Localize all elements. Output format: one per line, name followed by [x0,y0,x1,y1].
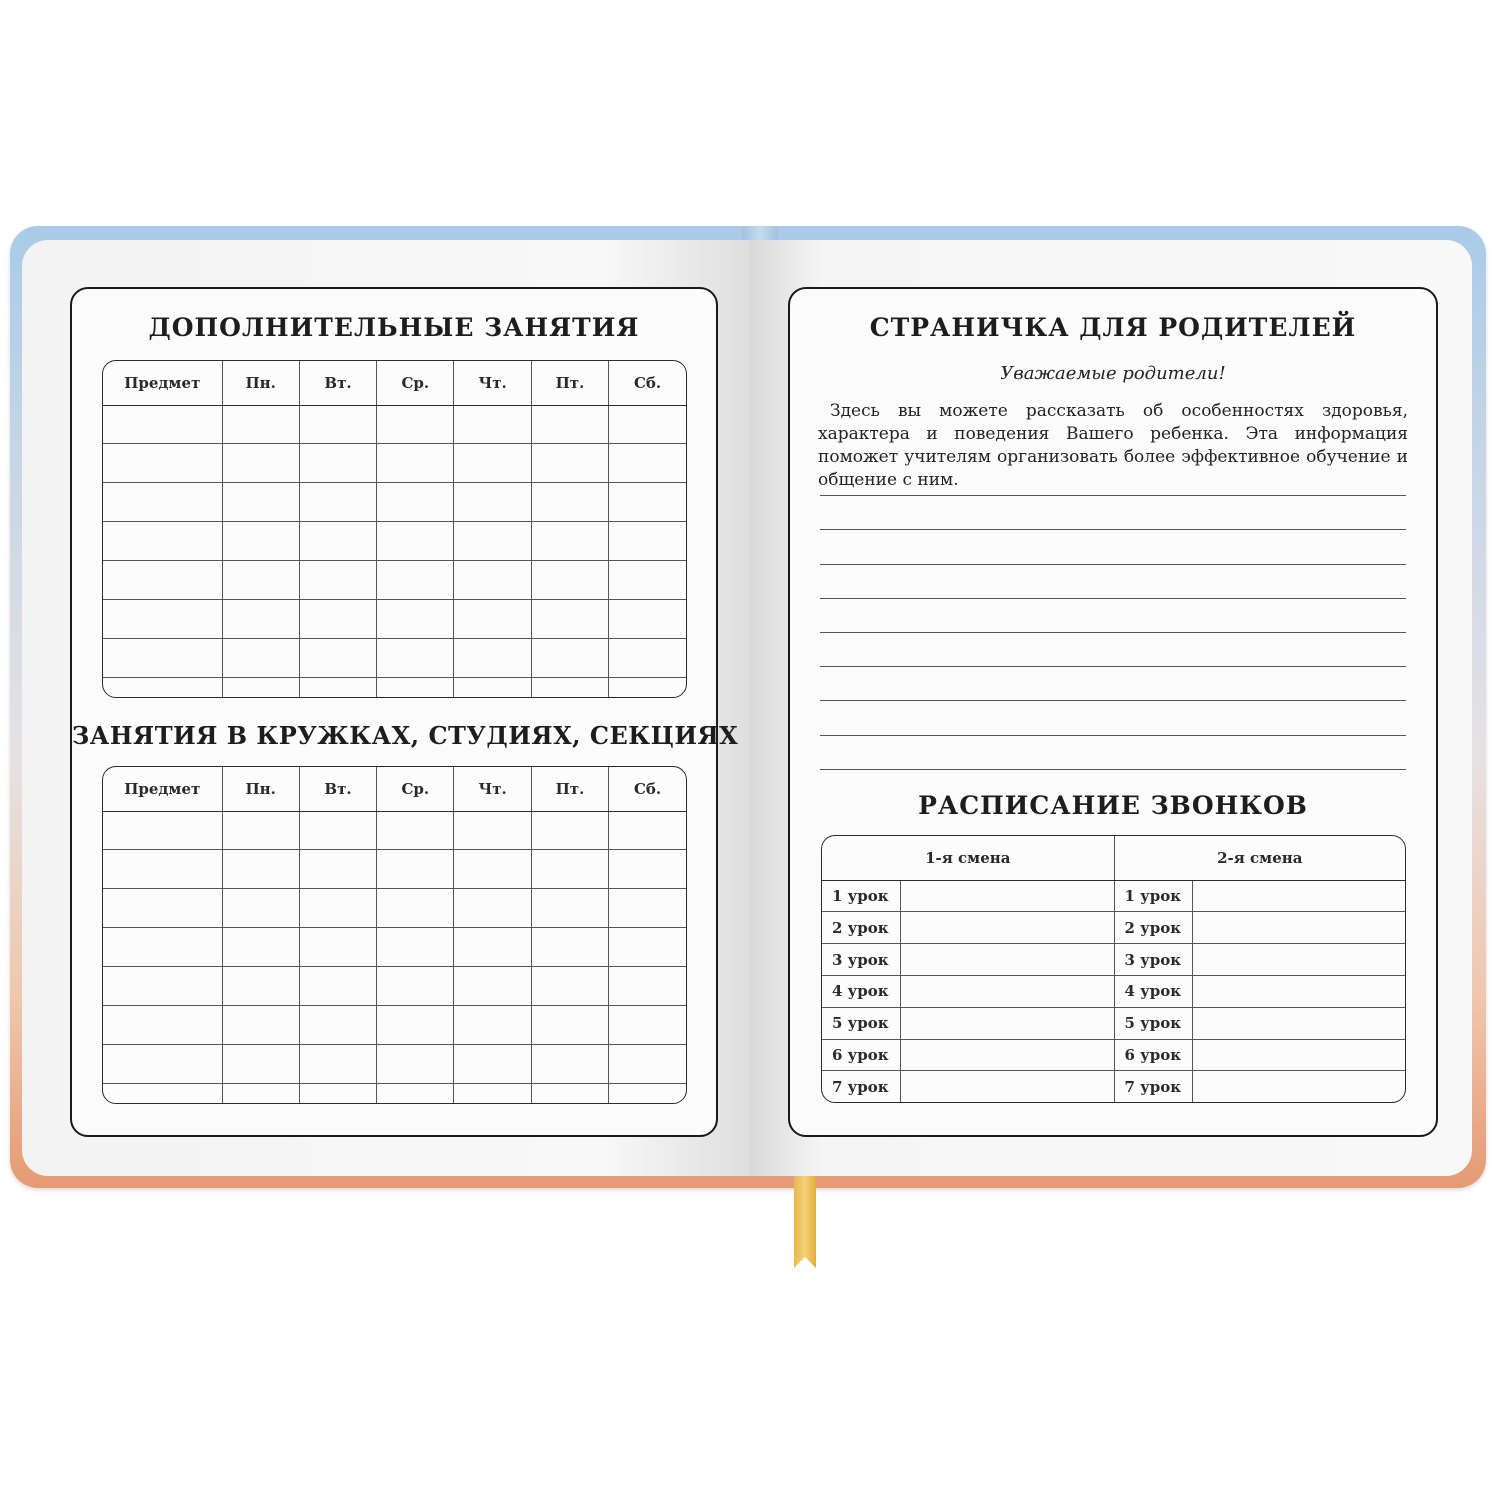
table-row [103,561,686,600]
schedule-cell[interactable] [103,522,222,561]
col-sat: Сб. [609,361,686,405]
col-fri: Пт. [531,361,608,405]
schedule-cell[interactable] [609,561,686,600]
writing-line[interactable] [820,666,1406,667]
table-row [822,1039,1405,1071]
col-subject: Предмет [103,767,222,811]
schedule-cell[interactable] [531,1045,608,1084]
lesson-time-shift-2[interactable] [1192,975,1405,1007]
lesson-label-shift-2: 6 урок [1114,1039,1192,1071]
schedule-cell[interactable] [609,1045,686,1084]
schedule-cell[interactable] [454,1006,531,1045]
schedule-cell[interactable] [454,483,531,522]
schedule-cell[interactable] [299,928,376,967]
lesson-time-shift-1[interactable] [900,912,1114,944]
schedule-cell[interactable] [103,928,222,967]
table-row [822,1007,1405,1039]
schedule-cell[interactable] [103,1006,222,1045]
schedule-cell[interactable] [299,850,376,889]
schedule-cell[interactable] [531,483,608,522]
schedule-cell[interactable] [609,483,686,522]
schedule-cell[interactable] [454,967,531,1006]
schedule-cell[interactable] [377,405,454,444]
schedule-cell[interactable] [454,1045,531,1084]
schedule-cell[interactable] [222,1006,299,1045]
schedule-cell[interactable] [531,850,608,889]
shift-1-header: 1-я смена [822,836,1114,880]
schedule-cell[interactable] [222,522,299,561]
schedule-cell[interactable] [222,1045,299,1084]
table-row [103,850,686,889]
schedule-cell[interactable] [377,561,454,600]
schedule-cell[interactable] [531,928,608,967]
clubs-table [102,766,687,1104]
schedule-cell[interactable] [531,967,608,1006]
schedule-cell[interactable] [609,600,686,639]
schedule-cell[interactable] [222,600,299,639]
schedule-cell[interactable] [609,639,686,678]
schedule-cell[interactable] [103,889,222,928]
schedule-cell[interactable] [454,600,531,639]
schedule-cell[interactable] [609,444,686,483]
schedule-cell[interactable] [222,639,299,678]
schedule-cell[interactable] [377,1006,454,1045]
schedule-cell[interactable] [222,967,299,1006]
schedule-cell[interactable] [103,677,222,697]
shift-2-header: 2-я смена [1114,836,1405,880]
schedule-cell[interactable] [454,889,531,928]
schedule-cell[interactable] [531,522,608,561]
writing-line[interactable] [820,529,1406,530]
table-row [822,975,1405,1007]
schedule-cell[interactable] [222,444,299,483]
schedule-cell[interactable] [222,405,299,444]
lesson-time-shift-1[interactable] [900,1007,1114,1039]
lesson-time-shift-2[interactable] [1192,944,1405,976]
col-wed: Ср. [377,767,454,811]
lesson-time-shift-2[interactable] [1192,912,1405,944]
col-thu: Чт. [454,361,531,405]
lesson-label-shift-1: 1 урок [822,880,900,912]
lesson-label-shift-2: 3 урок [1114,944,1192,976]
schedule-cell[interactable] [103,1083,222,1103]
schedule-cell[interactable] [103,850,222,889]
writing-line[interactable] [820,564,1406,565]
lesson-label-shift-2: 4 урок [1114,975,1192,1007]
table-row [103,1006,686,1045]
schedule-cell[interactable] [454,811,531,850]
lesson-time-shift-1[interactable] [900,944,1114,976]
schedule-cell[interactable] [222,1083,299,1103]
table-row [103,405,686,444]
lesson-time-shift-1[interactable] [900,1071,1114,1102]
col-tue: Вт. [299,767,376,811]
schedule-cell[interactable] [222,483,299,522]
schedule-cell[interactable] [609,1083,686,1103]
lesson-label-shift-1: 5 урок [822,1007,900,1039]
schedule-cell[interactable] [377,522,454,561]
extra-classes-title: ДОПОЛНИТЕЛЬНЫЕ ЗАНЯТИЯ [148,313,640,342]
schedule-cell[interactable] [222,561,299,600]
lesson-time-shift-1[interactable] [900,975,1114,1007]
schedule-cell[interactable] [531,600,608,639]
schedule-cell[interactable] [103,811,222,850]
schedule-cell[interactable] [531,1006,608,1045]
parents-instructions: Здесь вы можете рассказать об особенностях здоровья, характера и поведения Вашего ребенка. Эта информация поможет учителям организовать более эффективное обучение и общение с ним. [818,401,1408,490]
table-row [822,944,1405,976]
writing-line[interactable] [820,769,1406,770]
table-row [103,967,686,1006]
parents-page-title: СТРАНИЧКА ДЛЯ РОДИТЕЛЕЙ [869,313,1357,342]
schedule-cell[interactable] [299,522,376,561]
schedule-cell[interactable] [454,561,531,600]
schedule-cell[interactable] [531,561,608,600]
schedule-cell[interactable] [222,677,299,697]
schedule-cell[interactable] [377,1045,454,1084]
schedule-cell[interactable] [103,405,222,444]
table-row [103,483,686,522]
col-fri: Пт. [531,767,608,811]
schedule-cell[interactable] [377,639,454,678]
lesson-time-shift-2[interactable] [1192,1071,1405,1102]
lesson-time-shift-1[interactable] [900,880,1114,912]
schedule-cell[interactable] [377,1083,454,1103]
schedule-cell[interactable] [609,1006,686,1045]
schedule-cell[interactable] [531,444,608,483]
schedule-cell[interactable] [299,889,376,928]
lesson-time-shift-2[interactable] [1192,880,1405,912]
lesson-label-shift-1: 7 урок [822,1071,900,1102]
table-row [103,600,686,639]
lesson-time-shift-2[interactable] [1192,1039,1405,1071]
lesson-label-shift-1: 6 урок [822,1039,900,1071]
table-row [822,1071,1405,1102]
col-tue: Вт. [299,361,376,405]
table-row [822,880,1405,912]
schedule-cell[interactable] [299,600,376,639]
schedule-cell[interactable] [609,677,686,697]
schedule-cell[interactable] [377,677,454,697]
schedule-cell[interactable] [531,811,608,850]
schedule-cell[interactable] [103,967,222,1006]
schedule-cell[interactable] [103,444,222,483]
col-mon: Пн. [222,767,299,811]
schedule-cell[interactable] [609,967,686,1006]
schedule-cell[interactable] [222,889,299,928]
schedule-cell[interactable] [454,677,531,697]
schedule-cell[interactable] [103,483,222,522]
schedule-cell[interactable] [454,928,531,967]
table-row [103,677,686,697]
schedule-cell[interactable] [299,677,376,697]
schedule-cell[interactable] [454,522,531,561]
lesson-label-shift-1: 3 урок [822,944,900,976]
schedule-cell[interactable] [531,639,608,678]
left-page-frame [70,287,739,1137]
schedule-cell[interactable] [299,405,376,444]
bell-schedule-table [821,835,1406,1103]
schedule-cell[interactable] [531,405,608,444]
schedule-cell[interactable] [299,811,376,850]
col-wed: Ср. [377,361,454,405]
schedule-cell[interactable] [454,444,531,483]
col-subject: Предмет [103,361,222,405]
schedule-cell[interactable] [609,889,686,928]
schedule-cell[interactable] [222,850,299,889]
lesson-label-shift-2: 2 урок [1114,912,1192,944]
schedule-cell[interactable] [299,967,376,1006]
schedule-cell[interactable] [377,967,454,1006]
schedule-cell[interactable] [299,1006,376,1045]
schedule-cell[interactable] [299,483,376,522]
lesson-time-shift-2[interactable] [1192,1007,1405,1039]
lesson-label-shift-1: 4 урок [822,975,900,1007]
writing-line[interactable] [820,735,1406,736]
schedule-cell[interactable] [377,483,454,522]
clubs-title: ЗАНЯТИЯ В КРУЖКАХ, СТУДИЯХ, СЕКЦИЯХ [72,721,739,750]
schedule-cell[interactable] [609,928,686,967]
schedule-cell[interactable] [609,850,686,889]
schedule-cell[interactable] [103,639,222,678]
schedule-cell[interactable] [454,639,531,678]
schedule-cell[interactable] [377,928,454,967]
schedule-cell[interactable] [531,889,608,928]
schedule-cell[interactable] [299,561,376,600]
table-row [103,928,686,967]
schedule-cell[interactable] [222,928,299,967]
schedule-cell[interactable] [531,1083,608,1103]
schedule-cell[interactable] [609,522,686,561]
table-row [103,444,686,483]
lesson-label-shift-2: 5 урок [1114,1007,1192,1039]
lesson-time-shift-1[interactable] [900,1039,1114,1071]
writing-line[interactable] [820,632,1406,633]
right-page-frame [788,287,1438,1137]
table-row [103,1083,686,1103]
schedule-cell[interactable] [103,600,222,639]
schedule-cell[interactable] [103,561,222,600]
bell-schedule-title: РАСПИСАНИЕ ЗВОНКОВ [918,791,1308,820]
schedule-cell[interactable] [299,1045,376,1084]
schedule-cell[interactable] [454,1083,531,1103]
lesson-label-shift-1: 2 урок [822,912,900,944]
schedule-cell[interactable] [377,811,454,850]
table-row [103,811,686,850]
schedule-cell[interactable] [377,850,454,889]
table-row [103,522,686,561]
table-row [103,639,686,678]
schedule-cell[interactable] [377,889,454,928]
writing-line[interactable] [820,495,1406,496]
schedule-cell[interactable] [454,405,531,444]
schedule-cell[interactable] [609,811,686,850]
table-row [103,889,686,928]
schedule-cell[interactable] [454,850,531,889]
schedule-cell[interactable] [222,811,299,850]
schedule-cell[interactable] [103,1045,222,1084]
schedule-cell[interactable] [377,600,454,639]
col-mon: Пн. [222,361,299,405]
schedule-cell[interactable] [299,639,376,678]
writing-line[interactable] [820,700,1406,701]
schedule-cell[interactable] [299,444,376,483]
schedule-cell[interactable] [299,1083,376,1103]
table-row [103,1045,686,1084]
lesson-label-shift-2: 1 урок [1114,880,1192,912]
schedule-cell[interactable] [531,677,608,697]
extra-classes-table [102,360,687,698]
table-row [822,912,1405,944]
writing-line[interactable] [820,598,1406,599]
schedule-cell[interactable] [609,405,686,444]
bookmark-ribbon[interactable] [794,1176,816,1268]
lesson-label-shift-2: 7 урок [1114,1071,1192,1102]
schedule-cell[interactable] [377,444,454,483]
col-thu: Чт. [454,767,531,811]
parents-greeting: Уважаемые родители! [1000,363,1226,384]
col-sat: Сб. [609,767,686,811]
